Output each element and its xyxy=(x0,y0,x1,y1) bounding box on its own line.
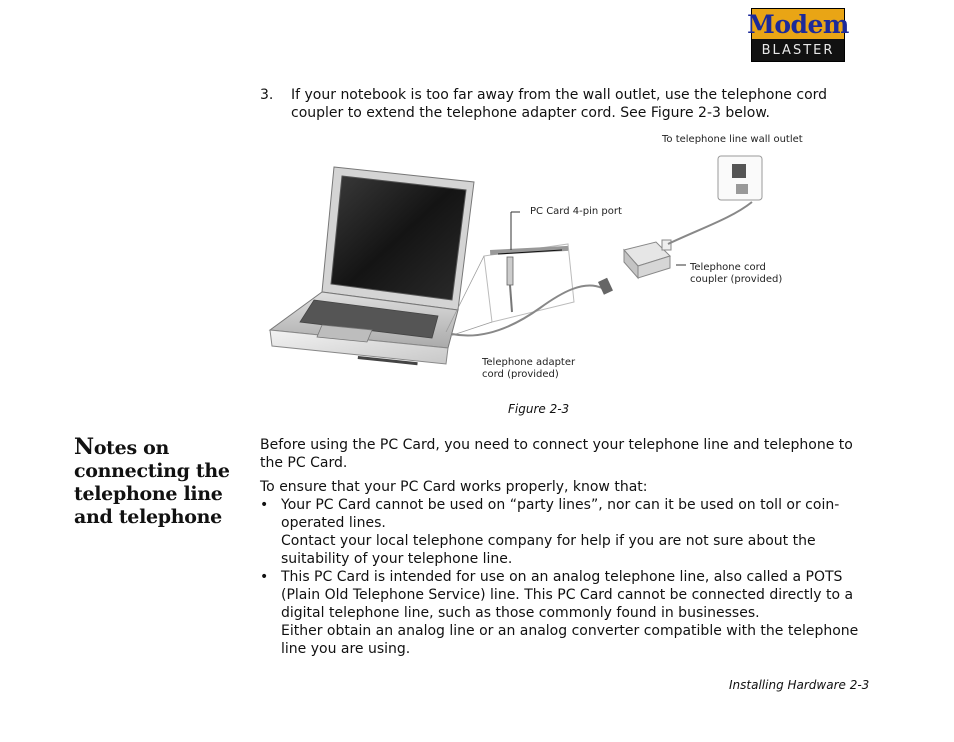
list-item xyxy=(260,568,880,658)
heading-drop-initial: N xyxy=(74,434,94,460)
label-wall-outlet: To telephone line wall outlet xyxy=(662,134,803,145)
heading-text: otes on connecting the telephone line and telephone xyxy=(74,437,230,528)
modem-blaster-logo xyxy=(747,8,849,62)
intro-paragraph: Before using the PC Card, you need to connect your telephone line and telephone to the PC Card. xyxy=(260,437,853,471)
bullet-text: Either obtain an analog line or an analog converter compatible with the telephone line you are using. xyxy=(281,623,859,657)
bullet-text: This PC Card is intended for use on an analog telephone line, also called a POTS (Plain Old Telephone Service) line. This PC Card cannot be connected directly to a digital telephone line, such as those commonly found in businesses. xyxy=(281,569,854,621)
cord-coupler xyxy=(598,240,671,295)
pc-card-port-inset xyxy=(446,244,574,336)
lead-paragraph: To ensure that your PC Card works properly, know that: xyxy=(260,479,648,495)
list-item xyxy=(260,496,880,568)
bullet-symbol: • xyxy=(260,569,269,585)
logo-wordmark: Modem xyxy=(747,9,849,39)
wall-line-cord xyxy=(668,202,752,244)
bullet-symbol: • xyxy=(260,497,269,513)
label-adapter-cord: Telephone adapter cord (provided) xyxy=(482,357,576,380)
bullet-text: Contact your local telephone company for help if you are not sure about the suitability of your telephone line. xyxy=(281,533,816,567)
figure-2-3-illustration xyxy=(262,132,822,392)
figure-caption: Figure 2-3 xyxy=(508,402,570,416)
step-text: If your notebook is too far away from the wall outlet, use the telephone cord coupler to extend the telephone adapter cord. See Figure 2-3 below. xyxy=(291,87,828,121)
laptop-lid xyxy=(322,167,474,310)
bullet-text: Your PC Card cannot be used on “party lines”, nor can it be used on toll or coin-operated lines. xyxy=(281,497,840,531)
section-heading xyxy=(74,436,254,529)
label-cord-coupler: Telephone cord coupler (provided) xyxy=(690,262,783,285)
notes-list xyxy=(260,496,880,658)
section-body xyxy=(260,436,880,658)
step-number: 3. xyxy=(260,87,274,103)
label-pc-card-port: PC Card 4-pin port xyxy=(530,206,622,217)
logo-subtitle: BLASTER xyxy=(752,39,844,61)
instruction-step-3 xyxy=(260,86,880,122)
wall-jack xyxy=(718,156,762,200)
page-footer: Installing Hardware 2-3 xyxy=(729,678,870,692)
